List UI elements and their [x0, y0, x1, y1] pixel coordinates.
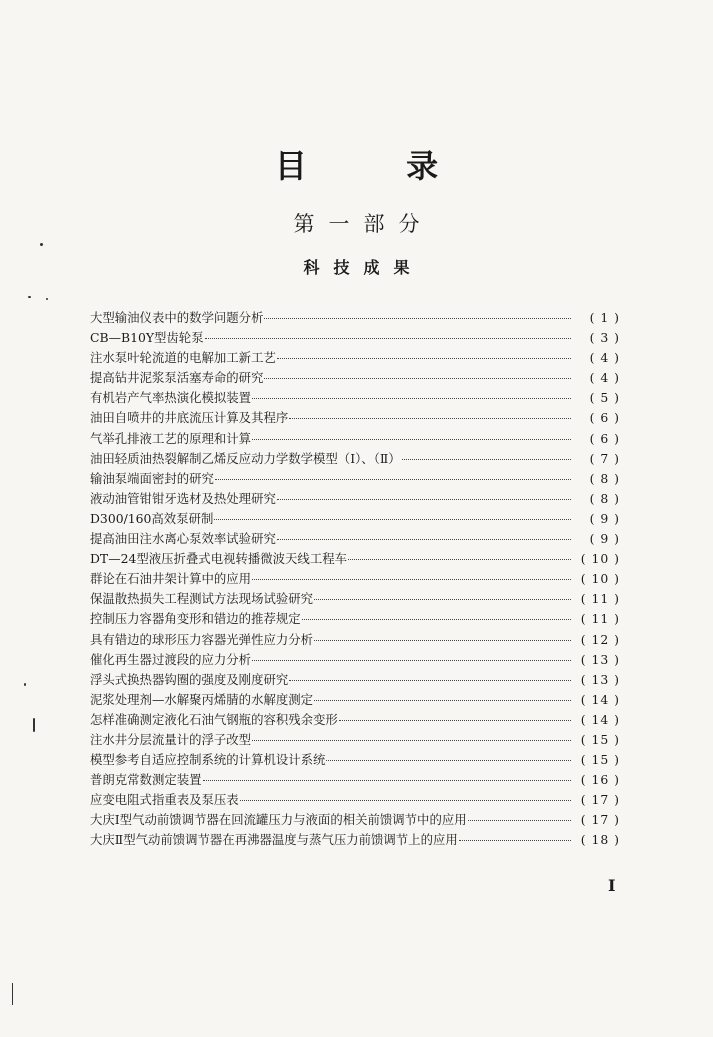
toc-entry-page: ( 6 )	[589, 430, 620, 446]
toc-entry-page: ( 13 )	[580, 671, 620, 687]
toc-entry	[90, 730, 620, 750]
toc-entry	[90, 650, 620, 670]
part-heading: 第一部分	[293, 212, 434, 236]
toc-entry-page: ( 9 )	[589, 531, 620, 547]
toc-entry-page: ( 1 )	[589, 310, 620, 325]
toc-entry	[90, 308, 620, 328]
toc-entry-page: ( 6 )	[589, 410, 620, 426]
toc-entry-title: 应变电阻式指重表及泵压表	[90, 792, 239, 808]
section-heading: 科技成果	[303, 258, 424, 277]
toc-entry	[90, 429, 620, 449]
toc-entry	[90, 770, 620, 790]
toc-entry	[90, 830, 620, 850]
dot-leader	[348, 559, 571, 560]
toc-entry-title: 模型参考自适应控制系统的计算机设计系统	[90, 752, 326, 768]
toc-entry-page: ( 4 )	[589, 370, 620, 386]
toc-entry-title: 液动油管钳钳牙选材及热处理研究	[90, 490, 276, 506]
dot-leader	[277, 358, 571, 359]
dot-leader	[289, 418, 571, 419]
dot-leader	[326, 760, 571, 761]
toc-entry	[90, 549, 620, 569]
dot-leader	[314, 599, 571, 600]
toc-entry-title: 群论在石油井架计算中的应用	[90, 571, 252, 587]
scan-speck	[33, 718, 35, 732]
dot-leader	[302, 619, 571, 620]
toc-entry-page: ( 17 )	[580, 792, 620, 808]
toc-entry	[90, 630, 620, 650]
scan-speck	[28, 296, 31, 298]
dot-leader	[215, 479, 571, 480]
toc-entry-title: 油田自喷井的井底流压计算及其程序	[90, 410, 289, 426]
page-number: I	[608, 876, 616, 895]
dot-leader	[264, 318, 571, 319]
dot-leader	[252, 398, 571, 399]
toc-entry-page: ( 18 )	[580, 832, 620, 848]
toc-entry	[90, 348, 620, 368]
toc-entry-title: 输油泵端面密封的研究	[90, 470, 214, 486]
toc-entry	[90, 750, 620, 770]
page-title: 目 录	[274, 147, 483, 185]
toc-entry-page: ( 5 )	[589, 390, 620, 406]
scan-speck	[12, 983, 13, 1005]
toc-entry	[90, 489, 620, 509]
toc-entry-page: ( 10 )	[580, 571, 620, 587]
dot-leader	[314, 640, 571, 641]
toc-entry-page: ( 14 )	[580, 711, 620, 727]
toc-entry	[90, 529, 620, 549]
toc-entry	[90, 790, 620, 810]
toc-entry-page: ( 15 )	[580, 731, 620, 747]
table-of-contents	[90, 308, 620, 851]
dot-leader	[205, 338, 571, 339]
toc-entry-page: ( 4 )	[589, 350, 620, 366]
dot-leader	[264, 378, 571, 379]
toc-entry-page: ( 3 )	[589, 330, 620, 346]
toc-entry-title: 气举孔排液工艺的原理和计算	[90, 430, 252, 446]
toc-entry	[90, 670, 620, 690]
dot-leader	[459, 840, 571, 841]
toc-entry-page: ( 15 )	[580, 752, 620, 768]
dot-leader	[252, 660, 571, 661]
toc-entry-title: 注水泵叶轮流道的电解加工新工艺	[90, 350, 276, 366]
toc-entry-title: 浮头式换热器钩圈的强度及刚度研究	[90, 671, 289, 687]
toc-entry	[90, 368, 620, 388]
toc-entry-page: ( 8 )	[589, 490, 620, 506]
toc-entry-title: 提高油田注水离心泵效率试验研究	[90, 531, 276, 547]
toc-entry-title: 有机岩产气率热演化模拟装置	[90, 390, 252, 406]
dot-leader	[252, 439, 571, 440]
dot-leader	[402, 459, 571, 460]
toc-entry-page: ( 14 )	[580, 691, 620, 707]
toc-entry-title: 控制压力容器角变形和错边的推荐规定	[90, 611, 301, 627]
dot-leader	[339, 720, 571, 721]
toc-entry-page: ( 16 )	[580, 772, 620, 788]
toc-entry	[90, 690, 620, 710]
toc-entry	[90, 469, 620, 489]
toc-entry	[90, 408, 620, 428]
dot-leader	[289, 680, 571, 681]
dot-leader	[203, 780, 571, 781]
toc-entry	[90, 609, 620, 629]
scan-speck	[46, 298, 48, 300]
dot-leader	[240, 800, 571, 801]
toc-entry-title: 泥浆处理剂—水解聚丙烯腈的水解度测定	[90, 691, 314, 707]
toc-entry-title: 大型输油仪表中的数学问题分析	[90, 310, 264, 325]
toc-entry-page: ( 7 )	[589, 450, 620, 466]
toc-entry-title: 怎样准确测定液化石油气钢瓶的容积残余变形	[90, 711, 338, 727]
toc-entry-page: ( 11 )	[580, 591, 620, 607]
toc-entry-page: ( 17 )	[580, 812, 620, 828]
toc-entry	[90, 710, 620, 730]
toc-entry-page: ( 11 )	[580, 611, 620, 627]
dot-leader	[314, 700, 571, 701]
toc-entry	[90, 569, 620, 589]
toc-entry-title: 催化再生器过渡段的应力分析	[90, 651, 252, 667]
toc-entry	[90, 328, 620, 348]
toc-entry-page: ( 9 )	[589, 510, 620, 526]
toc-entry-page: ( 10 )	[580, 551, 620, 567]
toc-entry-title: 具有错边的球形压力容器光弹性应力分析	[90, 631, 314, 647]
toc-entry-title: 保温散热损失工程测试方法现场试验研究	[90, 591, 314, 607]
scan-speck	[24, 683, 26, 686]
dot-leader	[214, 519, 571, 520]
dot-leader	[277, 499, 571, 500]
dot-leader	[277, 539, 571, 540]
toc-entry-page: ( 8 )	[589, 470, 620, 486]
toc-entry-title: DT—24型液压折叠式电视转播微波天线工程车	[90, 551, 347, 567]
toc-entry	[90, 449, 620, 469]
toc-entry-title: 提高钻井泥浆泵活塞寿命的研究	[90, 370, 264, 386]
toc-entry-title: CB—B10Y型齿轮泵	[90, 330, 204, 346]
dot-leader	[252, 579, 571, 580]
scan-speck	[40, 243, 43, 246]
toc-entry	[90, 509, 620, 529]
dot-leader	[468, 820, 571, 821]
toc-entry-title: 油田轻质油热裂解制乙烯反应动力学数学模型（Ⅰ）、（Ⅱ）	[90, 450, 401, 466]
toc-entry	[90, 810, 620, 830]
dot-leader	[252, 740, 571, 741]
toc-entry-title: 大庆Ⅱ型气动前馈调节器在再沸器温度与蒸气压力前馈调节上的应用	[90, 832, 458, 848]
toc-entry-page: ( 12 )	[580, 631, 620, 647]
toc-entry-title: D300/160高效泵研制	[90, 510, 214, 526]
toc-entry-title: 普朗克常数测定装置	[90, 772, 202, 788]
toc-entry-title: 注水井分层流量计的浮子改型	[90, 731, 252, 747]
toc-entry-page: ( 13 )	[580, 651, 620, 667]
toc-entry-title: 大庆Ⅰ型气动前馈调节器在回流罐压力与液面的相关前馈调节中的应用	[90, 812, 467, 828]
toc-entry	[90, 388, 620, 408]
toc-entry	[90, 589, 620, 609]
